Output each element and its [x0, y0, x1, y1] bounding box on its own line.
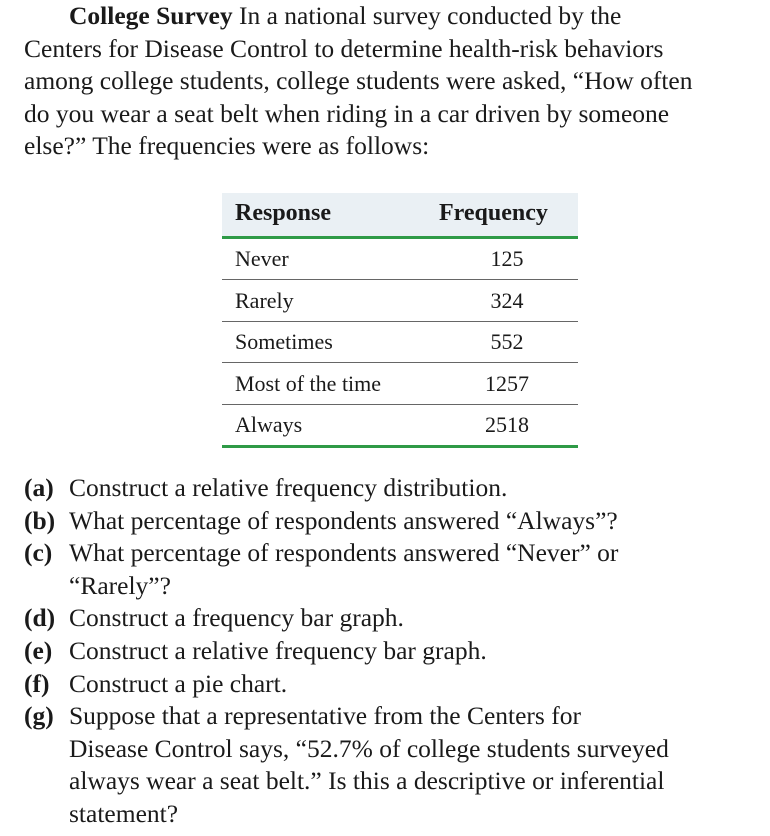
question-text: “Rarely”? [69, 570, 171, 600]
frequency-cell: 552 [490, 329, 524, 354]
question-text: What percentage of respondents answered “Always”? [69, 505, 618, 535]
question-f [24, 668, 770, 701]
question-a [24, 472, 770, 505]
intro-line-4: do you wear a seat belt when riding in a car driven by someone [24, 98, 670, 128]
question-b [24, 505, 770, 538]
frequency-table [222, 193, 578, 451]
table-row [222, 322, 578, 363]
question-label: (f) [24, 668, 50, 698]
frequency-cell: 125 [490, 246, 524, 271]
response-cell: Rarely [235, 287, 294, 313]
question-text: Construct a relative frequency bar graph. [69, 635, 487, 665]
question-label: (e) [24, 635, 53, 665]
question-text: Construct a pie chart. [69, 668, 288, 698]
question-label: (c) [24, 538, 53, 568]
problem-title: College Survey [69, 1, 233, 30]
frequency-cell: 1257 [485, 370, 529, 396]
table-row [222, 239, 578, 280]
question-text: Construct a frequency bar graph. [69, 603, 404, 633]
table-row [222, 364, 578, 405]
question-label: (g) [24, 701, 54, 731]
intro-line-3: among college students, college students were asked, “How often [24, 66, 693, 96]
question-text: Construct a relative frequency distribution. [69, 473, 508, 502]
question-text: always wear a seat belt.” Is this a descriptive or inferential [69, 766, 665, 796]
response-cell: Always [235, 412, 303, 437]
question-e [24, 635, 770, 668]
question-g [24, 700, 770, 830]
response-cell: Never [235, 246, 289, 271]
question-text: Suppose that a representative from the Centers for [69, 701, 581, 731]
problem-intro [24, 0, 770, 163]
question-text: statement? [69, 798, 179, 828]
question-d [24, 602, 770, 635]
intro-line-1 [24, 0, 770, 33]
table-header [222, 193, 578, 239]
frequency-cell: 2518 [485, 412, 529, 437]
table-row [222, 281, 578, 322]
question-label: (b) [24, 505, 56, 535]
response-cell: Sometimes [235, 329, 333, 354]
question-list [24, 472, 770, 831]
intro-line-5: else?” The frequencies were as follows: [24, 131, 430, 161]
question-label: (a) [24, 473, 54, 502]
intro-text: In a national survey conducted by the [232, 1, 622, 30]
response-cell: Most of the time [235, 370, 382, 396]
table-row [222, 405, 578, 448]
question-text: Disease Control says, “52.7% of college students surveyed [69, 733, 669, 763]
question-label: (d) [24, 603, 56, 633]
frequency-cell: 324 [490, 287, 524, 313]
intro-line-2: Centers for Disease Control to determine health-risk behaviors [24, 33, 664, 63]
header-frequency: Frequency [439, 200, 548, 226]
question-c [24, 537, 770, 602]
question-text: What percentage of respondents answered “Never” or [69, 538, 619, 568]
header-response: Response [235, 200, 332, 226]
